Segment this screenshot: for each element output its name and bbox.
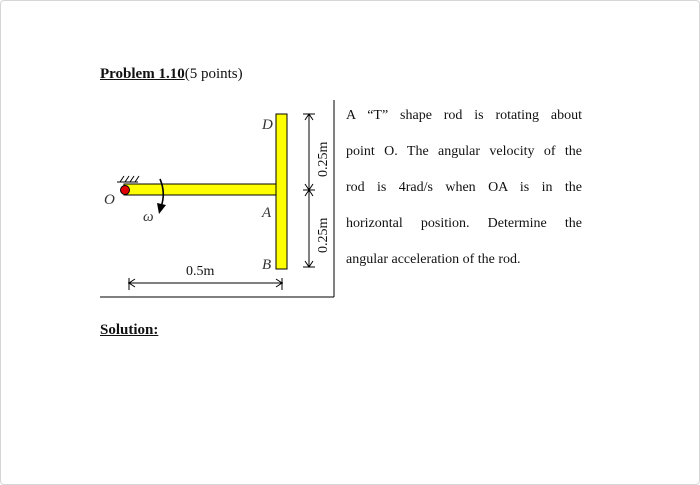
dimension-horizontal [128,278,283,290]
label-a: A [262,205,272,221]
label-omega: ω [143,209,154,225]
description-line: horizontal position. Determine the [346,216,582,231]
description-line: rod is 4rad/s when OA is in the [346,180,582,195]
rod-db [276,114,287,269]
description-line: angular acceleration of the rod. [346,252,521,267]
problem-number: Problem 1.10 [100,66,185,82]
description-line: point O. The angular velocity of the [346,144,582,159]
description-line: A “T” shape rod is rotating about [346,108,582,123]
rod-oa [124,184,276,195]
problem-description [346,98,582,278]
dimension-vertical [303,114,315,267]
dimension-horizontal-label: 0.5m [186,264,215,279]
label-b: B [262,257,272,273]
pin-support [117,176,139,182]
label-d: D [262,117,273,133]
dimension-lower-label: 0.25m [316,217,331,253]
pin-o [121,186,130,195]
problem-points: (5 points) [184,66,243,82]
dimension-upper-label: 0.25m [316,141,331,177]
solution-heading: Solution: [100,322,159,338]
label-o: O [104,192,115,208]
